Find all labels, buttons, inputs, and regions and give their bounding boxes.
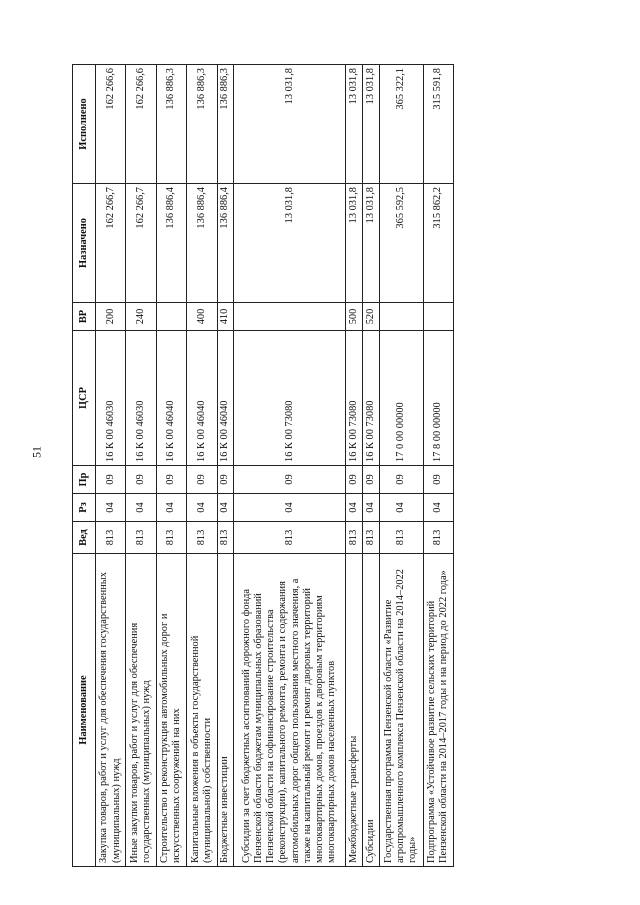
row-assigned: 162 266,7 [126,184,156,303]
row-pr: 09 [362,466,379,494]
header-csr: ЦСР [73,331,96,466]
row-assigned: 315 862,2 [423,184,453,303]
row-assigned: 136 886,4 [156,184,186,303]
row-pr: 09 [187,466,217,494]
page-number: 51 [29,446,44,458]
row-executed: 13 031,8 [362,65,379,184]
header-executed: Исполнено [73,65,96,184]
row-rz: 04 [234,494,346,522]
row-name: Бюджетные инвестиции [217,554,234,867]
row-name: Иные закупки товаров, работ и услуг для обеспечения государственных (муниципальных) нужд [126,554,156,867]
table-row [362,65,379,867]
rotated-page [72,65,454,867]
row-pr: 09 [96,466,126,494]
row-executed: 365 322,1 [379,65,423,184]
header-name: Наименование [73,554,96,867]
row-pr: 09 [217,466,234,494]
row-name: Межбюджетные трансферты [345,554,362,867]
table-row [187,65,217,867]
row-rz: 04 [423,494,453,522]
table-row [423,65,453,867]
row-name: Капитальные вложения в объекты государственной (муниципальной) собственности [187,554,217,867]
row-executed: 13 031,8 [345,65,362,184]
row-csr: 16 К 00 46040 [187,331,217,466]
row-csr: 16 К 00 73080 [345,331,362,466]
header-pr: Пр [73,466,96,494]
row-name: Субсидии за счет бюджетных ассигнований дорожного фонда Пензенской области бюджетам муниципальных образований Пензенской области на софинансирование строительства (реконструкции), капитального ремонта, ремонта и содержания автомобильных дорог общего пользования местного значения, а также на капитальный ремонт и ремонт дворовых территорий многоквартирных домов, проездов к дворовым территориям многоквартирных домов населенных пунктов [234,554,346,867]
row-pr: 09 [423,466,453,494]
row-csr: 16 К 00 73080 [234,331,346,466]
row-assigned: 13 031,8 [362,184,379,303]
row-ved: 813 [423,522,453,554]
row-executed: 162 266,6 [126,65,156,184]
row-assigned: 162 266,7 [96,184,126,303]
row-pr: 09 [234,466,346,494]
table-row [156,65,186,867]
row-name: Строительство и реконструкция автомобильных дорог и искусственных сооружений на них [156,554,186,867]
row-executed: 136 886,3 [156,65,186,184]
row-rz: 04 [345,494,362,522]
row-ved: 813 [96,522,126,554]
header-rz: Рз [73,494,96,522]
row-assigned: 136 886,4 [187,184,217,303]
row-ved: 813 [234,522,346,554]
row-csr: 16 К 00 46030 [96,331,126,466]
row-ved: 813 [379,522,423,554]
row-assigned: 13 031,8 [234,184,346,303]
row-vr: 400 [187,303,217,331]
table-row [234,65,346,867]
row-name: Субсидии [362,554,379,867]
row-vr: 240 [126,303,156,331]
row-rz: 04 [362,494,379,522]
table-row [345,65,362,867]
row-ved: 813 [156,522,186,554]
row-assigned: 13 031,8 [345,184,362,303]
row-rz: 04 [126,494,156,522]
row-ved: 813 [362,522,379,554]
row-vr [156,303,186,331]
table-header-row [73,65,96,867]
row-pr: 09 [345,466,362,494]
row-vr [234,303,346,331]
row-pr: 09 [126,466,156,494]
row-vr [379,303,423,331]
row-ved: 813 [217,522,234,554]
row-rz: 04 [217,494,234,522]
row-csr: 16 К 00 46040 [217,331,234,466]
row-executed: 136 886,3 [187,65,217,184]
row-vr: 520 [362,303,379,331]
row-csr: 17 0 00 00000 [379,331,423,466]
row-ved: 813 [187,522,217,554]
row-executed: 136 886,3 [217,65,234,184]
table-row [379,65,423,867]
row-name: Подпрограмма «Устойчивое развитие сельских территорий Пензенской области на 2014–2017 годы и на период до 2022 года» [423,554,453,867]
row-csr: 16 К 00 73080 [362,331,379,466]
row-rz: 04 [187,494,217,522]
table-row [217,65,234,867]
row-csr: 16 К 00 46040 [156,331,186,466]
row-rz: 04 [379,494,423,522]
header-assigned: Назначено [73,184,96,303]
header-ved: Вед [73,522,96,554]
row-pr: 09 [379,466,423,494]
budget-table [72,64,454,867]
row-pr: 09 [156,466,186,494]
row-executed: 315 591,8 [423,65,453,184]
row-vr: 500 [345,303,362,331]
row-assigned: 365 592,5 [379,184,423,303]
row-executed: 13 031,8 [234,65,346,184]
row-executed: 162 266,6 [96,65,126,184]
row-rz: 04 [156,494,186,522]
row-ved: 813 [345,522,362,554]
table-row [126,65,156,867]
row-vr [423,303,453,331]
row-assigned: 136 886,4 [217,184,234,303]
row-vr: 410 [217,303,234,331]
row-name: Государственная программа Пензенской области «Развитие агропромышленного комплекса Пензенской области на 2014–2022 годы» [379,554,423,867]
row-name: Закупка товаров, работ и услуг для обеспечения государственных (муниципальных) нужд [96,554,126,867]
row-csr: 17 8 00 00000 [423,331,453,466]
table-row [96,65,126,867]
row-vr: 200 [96,303,126,331]
row-rz: 04 [96,494,126,522]
header-vr: ВР [73,303,96,331]
row-csr: 16 К 00 46030 [126,331,156,466]
row-ved: 813 [126,522,156,554]
